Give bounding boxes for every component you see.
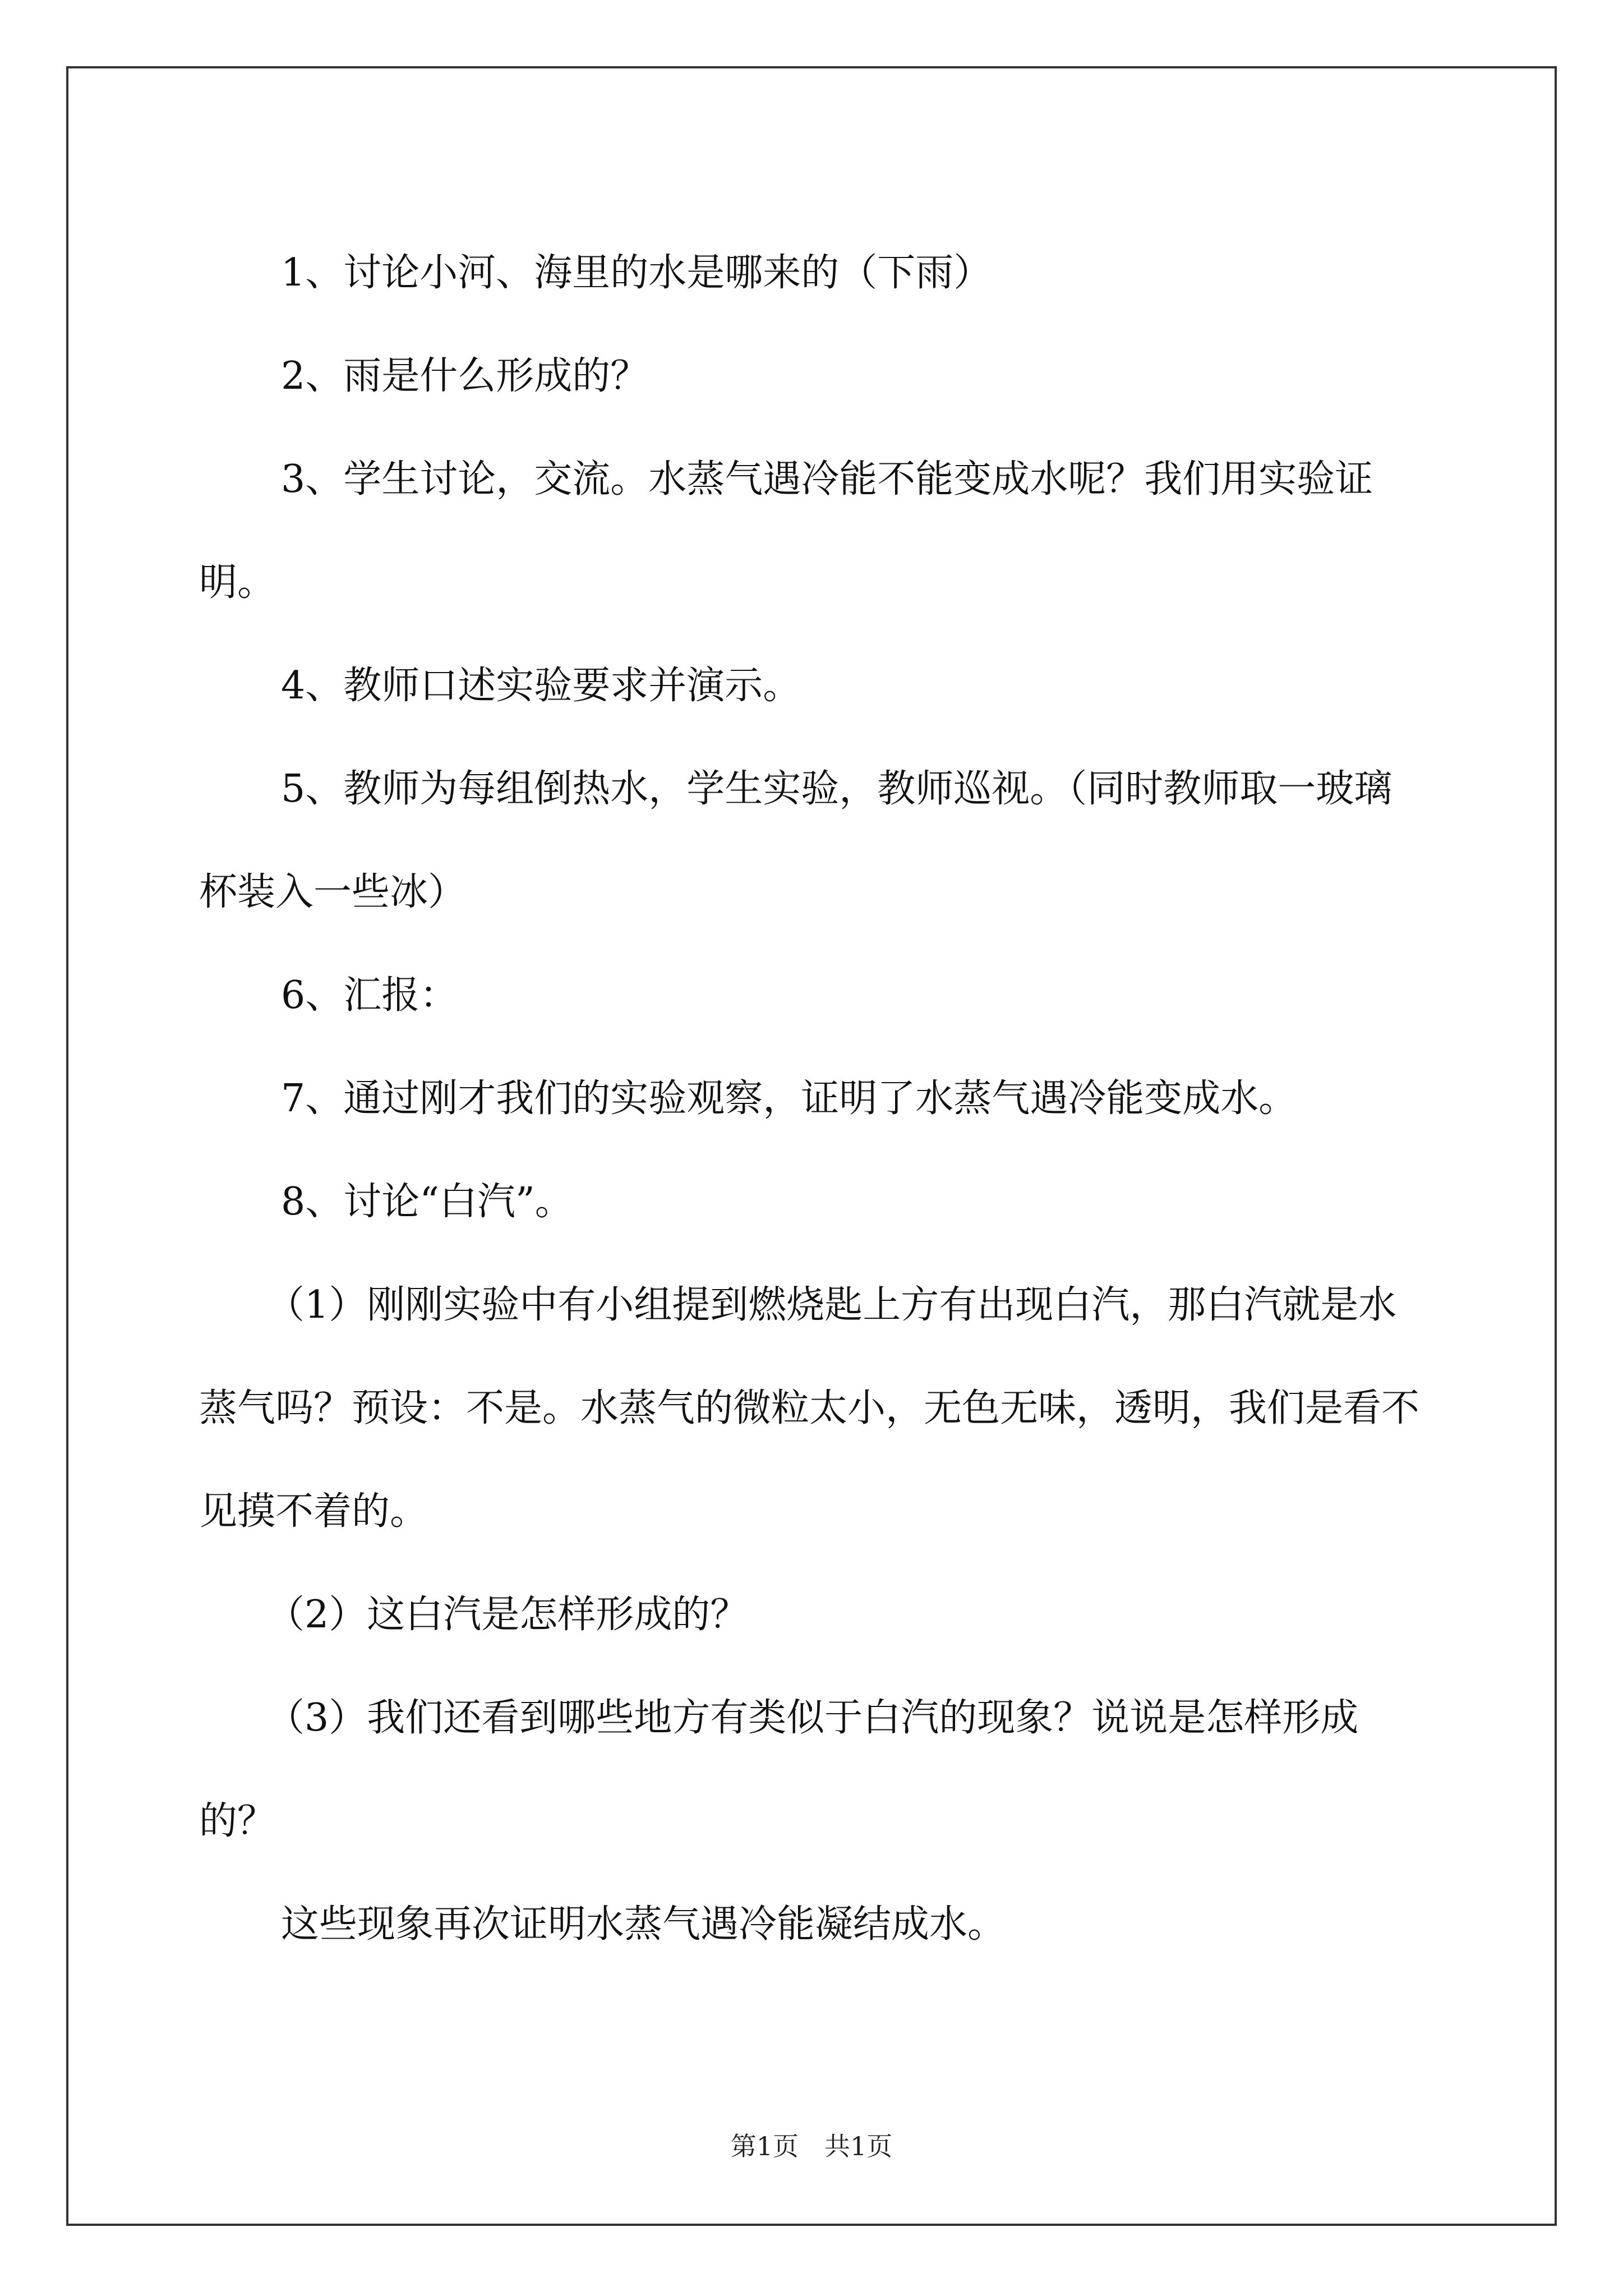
paragraph-7: 7、通过刚才我们的实验观察，证明了水蒸气遇冷能变成水。 (281, 1076, 1297, 1121)
paragraph-3: 3、学生讨论，交流。水蒸气遇冷能不能变成水呢？我们用实验证明。 (199, 457, 1373, 605)
paragraph-8: 8、讨论“白汽”。 (281, 1180, 573, 1224)
paragraph-2: 2、雨是什么形成的？ (281, 354, 649, 398)
page-number-current: 第1页 (730, 2131, 799, 2161)
paragraph-6: 6、汇报： (281, 973, 458, 1018)
page-number-total: 共1页 (824, 2131, 893, 2161)
paragraph-4: 4、教师口述实验要求并演示。 (281, 664, 801, 708)
page-footer (0, 2126, 1623, 2163)
paragraph-5: 5、教师为每组倒热水，学生实验，教师巡视。（同时教师取一玻璃杯装入一些冰） (199, 767, 1393, 914)
paragraph-9: （1）刚刚实验中有小组提到燃烧匙上方有出现白汽，那白汽就是水蒸气吗？预设：不是。水蒸气的微粒太小，无色无味，透明，我们是看不见摸不着的。 (199, 1283, 1420, 1534)
paragraph-12: 这些现象再次证明水蒸气遇冷能凝结成水。 (281, 1902, 1006, 1947)
paragraph-1: 1、讨论小河、海里的水是哪来的（下雨） (281, 251, 992, 295)
paragraph-11: （3）我们还看到哪些地方有类似于白汽的现象？说说是怎样形成的？ (199, 1696, 1359, 1843)
paragraph-10: （2）这白汽是怎样形成的？ (266, 1593, 749, 1637)
document-body (199, 222, 1427, 1976)
